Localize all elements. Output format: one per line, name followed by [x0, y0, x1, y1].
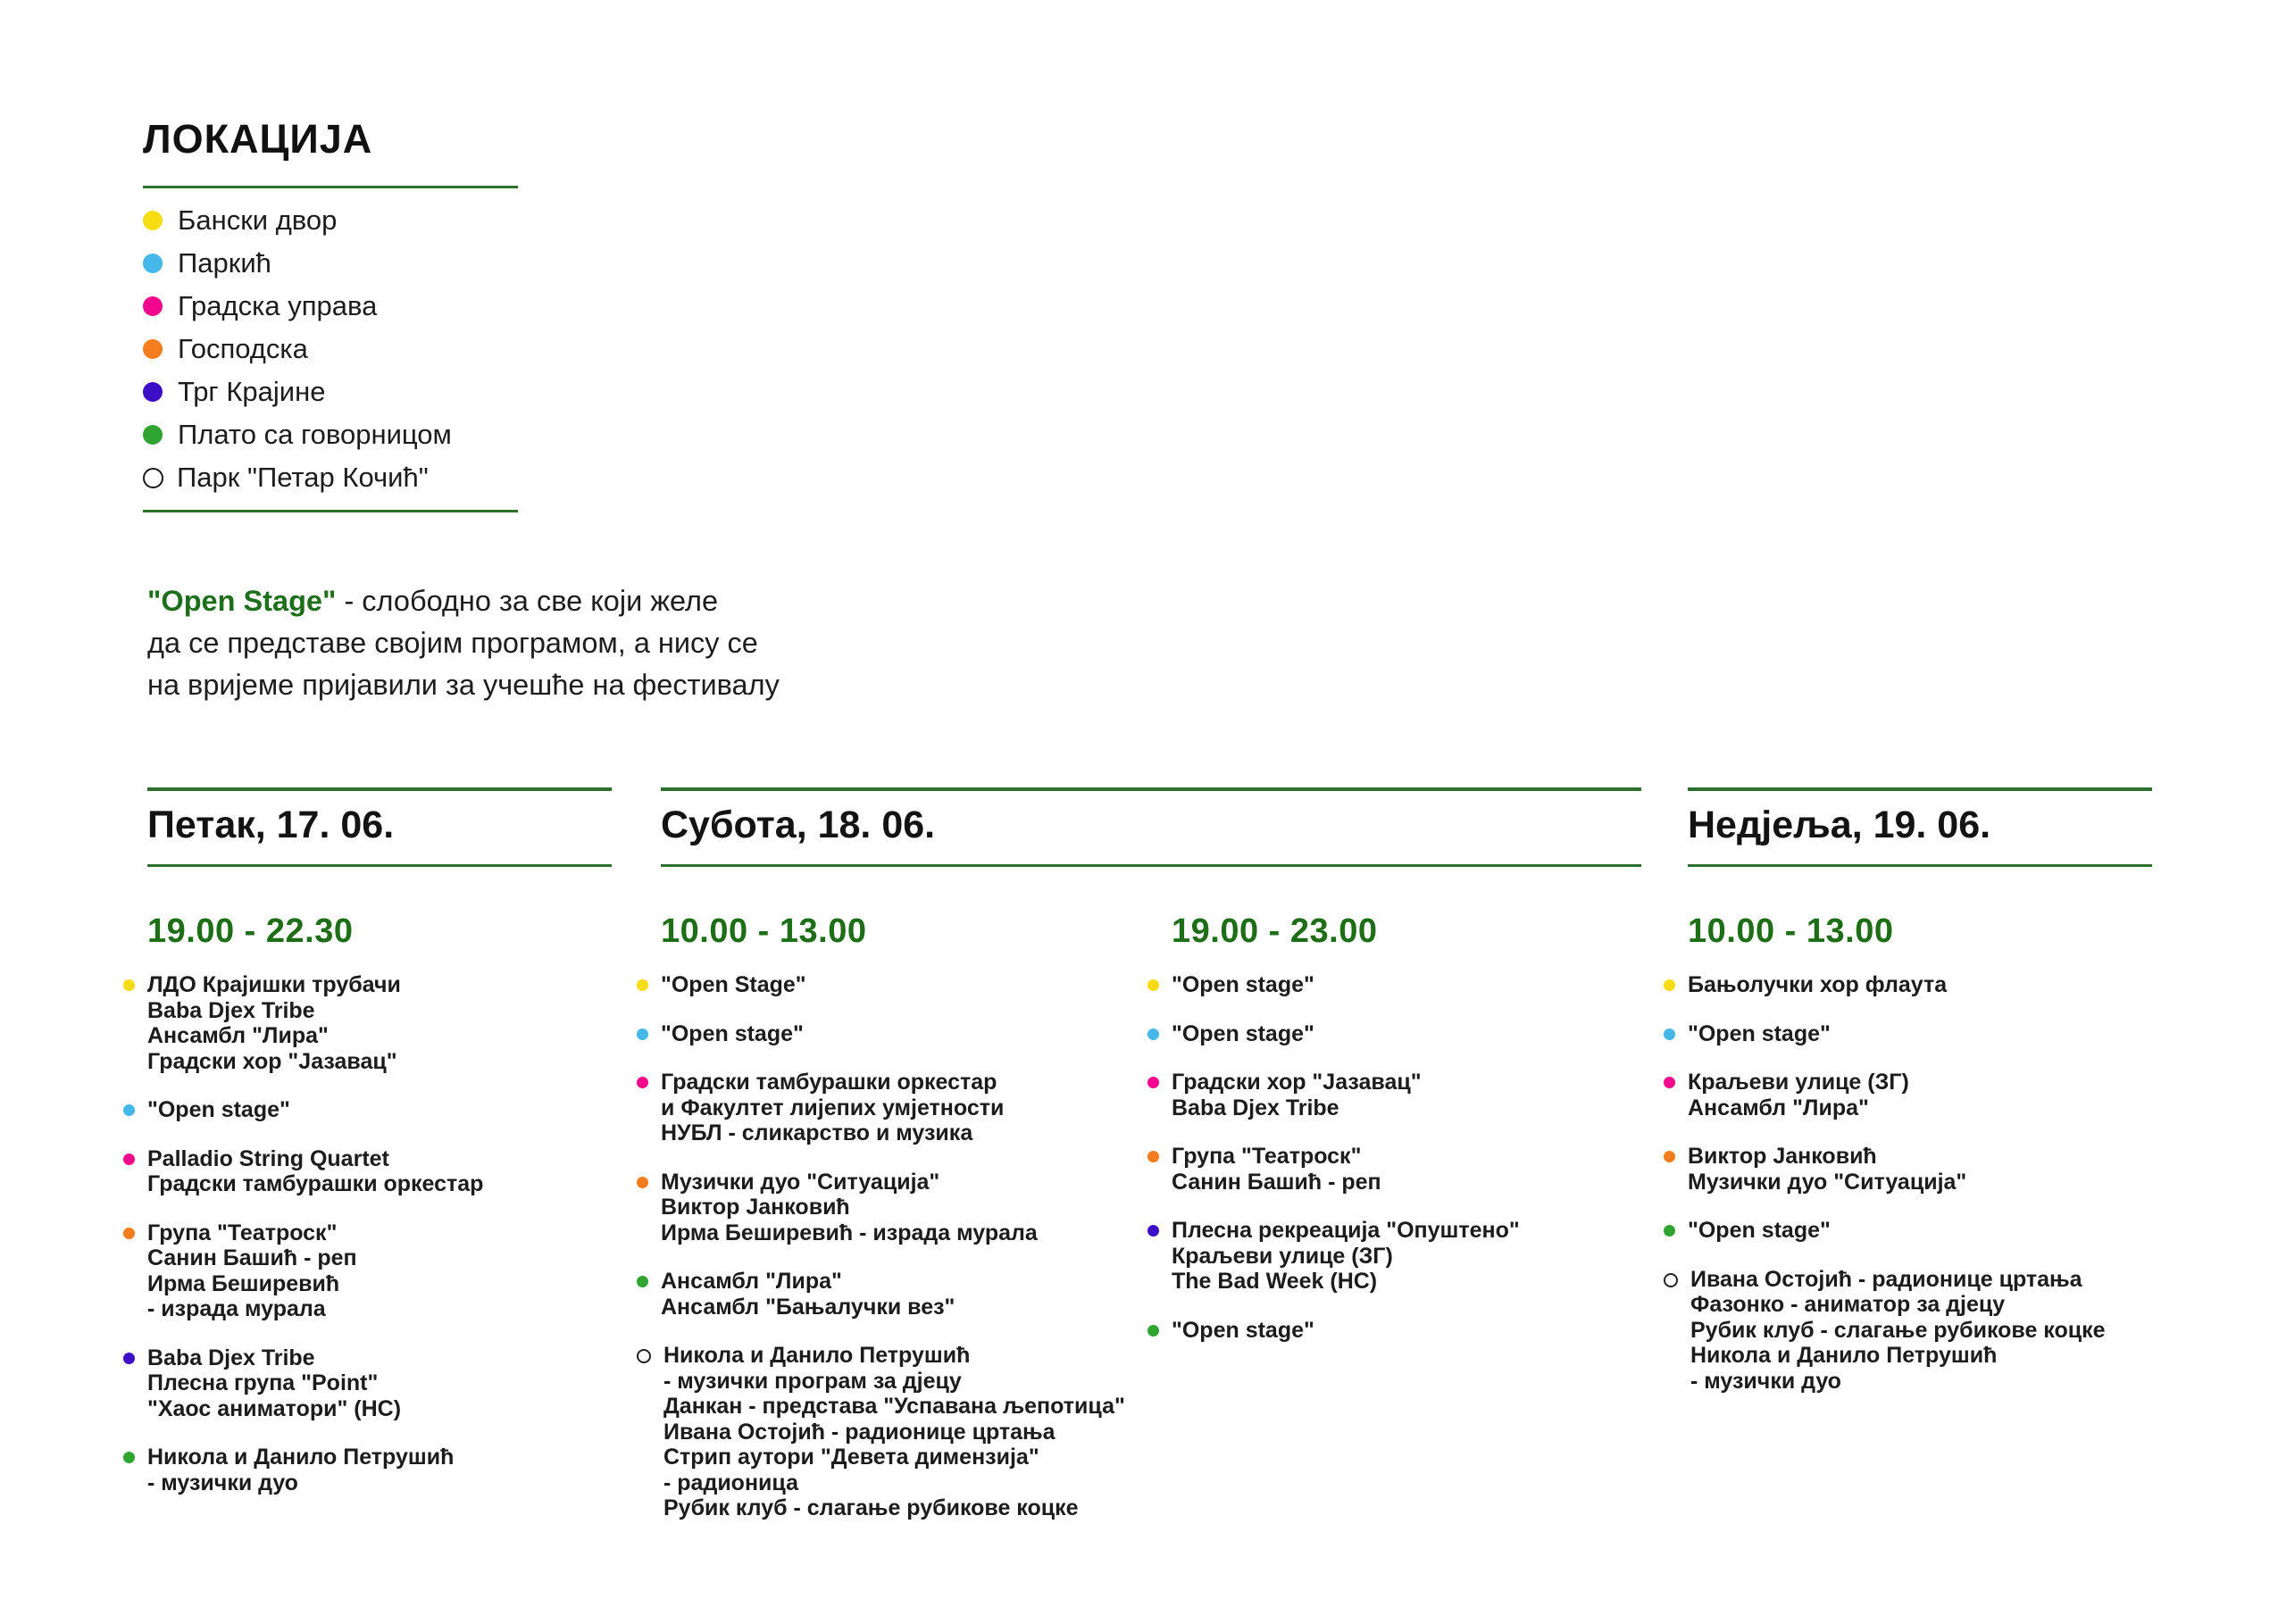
venue-color-dot: [123, 1153, 135, 1165]
event-text: [147, 1146, 483, 1197]
event-text: [147, 1345, 401, 1422]
venue-color-dot: [637, 1349, 651, 1363]
day-title: Субота, 18. 06.: [661, 804, 936, 846]
event-item: [147, 1345, 483, 1422]
venue-color-dot: [637, 1029, 648, 1040]
event-text: [661, 1269, 955, 1320]
venue-color-dot: [143, 425, 163, 445]
event-line: Baba Djex Tribe: [147, 1345, 315, 1370]
venue-label: Паркић: [178, 247, 271, 279]
divider-line: [143, 510, 518, 512]
event-line: - музички дуо: [1690, 1368, 1841, 1394]
event-item: [1688, 1267, 2106, 1395]
venue-label: Плато са говорницом: [178, 419, 452, 450]
event-text: [663, 1343, 1125, 1521]
open-stage-highlight: "Open Stage": [147, 585, 337, 617]
event-item: [1172, 972, 1520, 998]
venue-color-dot: [1147, 1225, 1159, 1237]
event-text: [1172, 1070, 1422, 1120]
event-item: [1688, 972, 2106, 998]
event-line: Виктор Јанковић: [661, 1195, 850, 1220]
event-text: [1172, 1318, 1314, 1344]
venue-color-dot: [143, 254, 163, 273]
venue-color-dot: [1664, 1151, 1675, 1162]
venue-color-dot: [123, 1452, 135, 1463]
event-text: [661, 1021, 804, 1047]
venue-label: Трг Крајине: [178, 376, 326, 407]
venue-color-dot: [1147, 979, 1159, 991]
event-text: [1688, 1144, 1966, 1195]
legend-item-trg-krajine: [143, 371, 518, 413]
event-item: [1688, 1021, 2106, 1047]
event-line: Baba Djex Tribe: [1172, 1095, 1339, 1120]
day-title: Петак, 17. 06.: [147, 804, 395, 846]
open-stage-note: [147, 580, 780, 706]
event-text: [1172, 1218, 1520, 1295]
event-item: [1172, 1318, 1520, 1344]
venue-color-dot: [143, 296, 163, 316]
event-text: [147, 972, 401, 1074]
session-time: 10.00 - 13.00: [1688, 912, 1894, 950]
day-title: Недјеља, 19. 06.: [1688, 804, 1991, 846]
event-item: [147, 1445, 483, 1495]
event-line: Санин Башић - реп: [1172, 1169, 1381, 1195]
event-line: "Open stage": [1172, 1020, 1314, 1046]
event-line: Плесна рекреација "Опуштено": [1172, 1218, 1520, 1243]
event-line: "Хаос аниматори" (НС): [147, 1395, 402, 1421]
event-item: [147, 1097, 483, 1123]
venue-color-dot: [637, 979, 648, 991]
event-item: [147, 1220, 483, 1322]
event-item: [661, 1021, 1172, 1047]
event-line: "Open stage": [661, 1020, 804, 1046]
event-list: [661, 972, 1172, 1521]
event-text: [1688, 1218, 1831, 1244]
venue-color-dot: [143, 339, 163, 359]
event-item: [1688, 1144, 2106, 1195]
event-line: Стрип аутори "Девета димензија": [663, 1445, 1039, 1470]
event-text: [1688, 972, 1947, 998]
event-text: [1688, 1021, 1831, 1047]
event-line: The Bad Week (НС): [1172, 1269, 1378, 1294]
note-line: на вријеме пријавили за учешће на фестивалу: [147, 669, 780, 701]
event-line: Ансамбл "Лира": [661, 1269, 842, 1294]
day-header: [1688, 787, 2152, 867]
venue-color-dot: [1147, 1325, 1159, 1337]
event-list: [1688, 972, 2106, 1394]
event-line: Градски хор "Јазавац": [1172, 1070, 1422, 1095]
event-line: Музички дуо "Ситуација": [1688, 1169, 1967, 1195]
event-text: [1172, 1144, 1381, 1195]
event-line: НУБЛ - сликарство и музика: [661, 1120, 973, 1145]
event-item: [661, 1343, 1172, 1521]
event-line: "Open stage": [1172, 1317, 1314, 1343]
venue-label: Градска управа: [178, 290, 378, 321]
event-item: [147, 1146, 483, 1197]
venue-color-dot: [637, 1177, 648, 1188]
divider-line: [143, 186, 518, 188]
event-text: [147, 1445, 454, 1495]
event-line: Краљеви улице (ЗГ): [1688, 1070, 1909, 1095]
note-line: да се представе својим програмом, а нису се: [147, 627, 758, 659]
session-time: 19.00 - 23.00: [1172, 912, 1378, 950]
legend-item-gospodska: [143, 328, 518, 371]
session-friday-evening: [147, 867, 483, 1519]
event-item: [1172, 1218, 1520, 1295]
event-text: [147, 1220, 357, 1322]
venue-color-dot: [123, 1104, 135, 1116]
event-item: [1172, 1070, 1520, 1120]
session-saturday-morning: [661, 867, 1172, 1545]
event-line: "Open stage": [1172, 972, 1314, 997]
event-item: [1688, 1218, 2106, 1244]
event-line: Ирма Беширевић - израда мурала: [661, 1220, 1038, 1245]
day-header: [147, 787, 612, 867]
event-line: Градски хор "Јазавац": [147, 1048, 397, 1074]
event-line: Виктор Јанковић: [1688, 1144, 1877, 1169]
note-line: [147, 580, 780, 622]
venue-color-dot: [1664, 1273, 1678, 1287]
event-line: Краљеви улице (ЗГ): [1172, 1243, 1393, 1269]
venue-color-dot: [1664, 1029, 1675, 1040]
day-column-saturday: [661, 787, 1641, 1545]
venue-color-dot: [143, 211, 163, 230]
venue-color-dot: [637, 1276, 648, 1287]
legend-item-gradska-uprava: [143, 285, 518, 328]
event-line: Група "Театроск": [1172, 1144, 1362, 1169]
legend-item-parkic: [143, 242, 518, 285]
event-line: Данкан - представа "Успавана љепотица": [663, 1394, 1125, 1419]
event-text: [661, 1070, 1004, 1146]
event-line: Плесна група "Point": [147, 1370, 379, 1395]
venue-color-dot: [123, 1228, 135, 1239]
venue-color-dot: [143, 382, 163, 402]
session-time: 10.00 - 13.00: [661, 912, 867, 950]
session-time: 19.00 - 22.30: [147, 912, 354, 950]
event-line: Фазонко - аниматор за дјецу: [1690, 1292, 2006, 1317]
event-item: [661, 1170, 1172, 1246]
day-column-sunday: [1688, 787, 2152, 1417]
event-item: [661, 972, 1172, 998]
venue-color-dot: [123, 979, 135, 991]
event-line: Рубик клуб - слагање рубикове коцке: [663, 1495, 1079, 1520]
event-text: [147, 1097, 290, 1123]
event-line: Музички дуо "Ситуација": [661, 1169, 940, 1195]
event-item: [147, 972, 483, 1074]
event-line: - музички дуо: [147, 1470, 298, 1495]
venue-color-dot: [1664, 1225, 1675, 1237]
venue-color-dot: [1147, 1077, 1159, 1088]
event-line: Ивана Остојић - радионице цртања: [1690, 1266, 2082, 1292]
day-column-friday: [147, 787, 612, 1519]
event-line: "Open Stage": [661, 972, 806, 997]
location-legend: [143, 114, 518, 523]
event-text: [1172, 1021, 1314, 1047]
venue-color-dot: [123, 1353, 135, 1364]
event-line: Baba Djex Tribe: [147, 997, 315, 1023]
event-text: [1690, 1267, 2106, 1395]
legend-item-plato: [143, 413, 518, 456]
venue-label: Парк "Петар Кочић": [177, 462, 429, 493]
venue-color-dot: [1664, 1077, 1675, 1088]
event-text: [661, 972, 806, 998]
legend-item-banski-dvor: [143, 199, 518, 242]
note-text: - слободно за све који желе: [336, 585, 719, 617]
session-saturday-evening: [1172, 867, 1520, 1366]
event-line: Градски тамбурашки оркестар: [147, 1171, 484, 1196]
event-item: [661, 1269, 1172, 1320]
event-line: "Open stage": [1688, 1020, 1831, 1046]
event-line: "Open stage": [147, 1097, 290, 1122]
event-line: Никола и Данило Петрушић: [1690, 1343, 1998, 1368]
venue-color-dot: [637, 1077, 648, 1088]
event-item: [1172, 1021, 1520, 1047]
legend-title: ЛОКАЦИЈА: [143, 116, 373, 162]
event-line: и Факултет лијепих умјетности: [661, 1095, 1005, 1120]
event-line: - музички програм за дјецу: [663, 1368, 962, 1394]
event-list: [1172, 972, 1520, 1343]
event-line: Никола и Данило Петрушић: [663, 1343, 971, 1368]
venue-color-dot: [1147, 1151, 1159, 1162]
event-line: Palladio String Quartet: [147, 1145, 389, 1171]
venue-color-dot: [1664, 979, 1675, 991]
event-line: Санин Башић - реп: [147, 1245, 357, 1270]
day-header: [661, 787, 1641, 867]
venue-label: Господска: [178, 333, 308, 364]
event-item: [1688, 1070, 2106, 1120]
event-line: Бањолучки хор флаута: [1688, 972, 1948, 997]
event-line: "Open stage": [1688, 1218, 1831, 1243]
session-sunday-morning: [1688, 867, 2106, 1417]
event-text: [1688, 1070, 1909, 1120]
event-line: - радионица: [663, 1470, 799, 1495]
event-line: Ивана Остојић - радионице цртања: [663, 1419, 1056, 1445]
event-text: [1172, 972, 1314, 998]
event-text: [661, 1170, 1038, 1246]
venue-color-dot: [143, 468, 163, 488]
event-line: Никола и Данило Петрушић: [147, 1445, 455, 1470]
event-line: Ансамбл "Лира": [1688, 1095, 1869, 1120]
event-line: Ансамбл "Лира": [147, 1023, 329, 1048]
event-list: [147, 972, 483, 1495]
event-line: Група "Театроск": [147, 1220, 338, 1245]
legend-item-park-petar-kocic: [143, 456, 518, 499]
event-line: ЛДО Крајишки трубачи: [147, 972, 401, 997]
event-line: Градски тамбурашки оркестар: [661, 1070, 997, 1095]
event-line: - израда мурала: [147, 1296, 326, 1321]
event-line: Ирма Беширевић: [147, 1270, 340, 1296]
event-item: [1172, 1144, 1520, 1195]
event-line: Ансамбл "Бањалучки вез": [661, 1294, 955, 1320]
event-line: Рубик клуб - слагање рубикове коцке: [1690, 1317, 2106, 1343]
venue-color-dot: [1147, 1029, 1159, 1040]
event-item: [661, 1070, 1172, 1146]
venue-label: Бански двор: [178, 204, 338, 236]
